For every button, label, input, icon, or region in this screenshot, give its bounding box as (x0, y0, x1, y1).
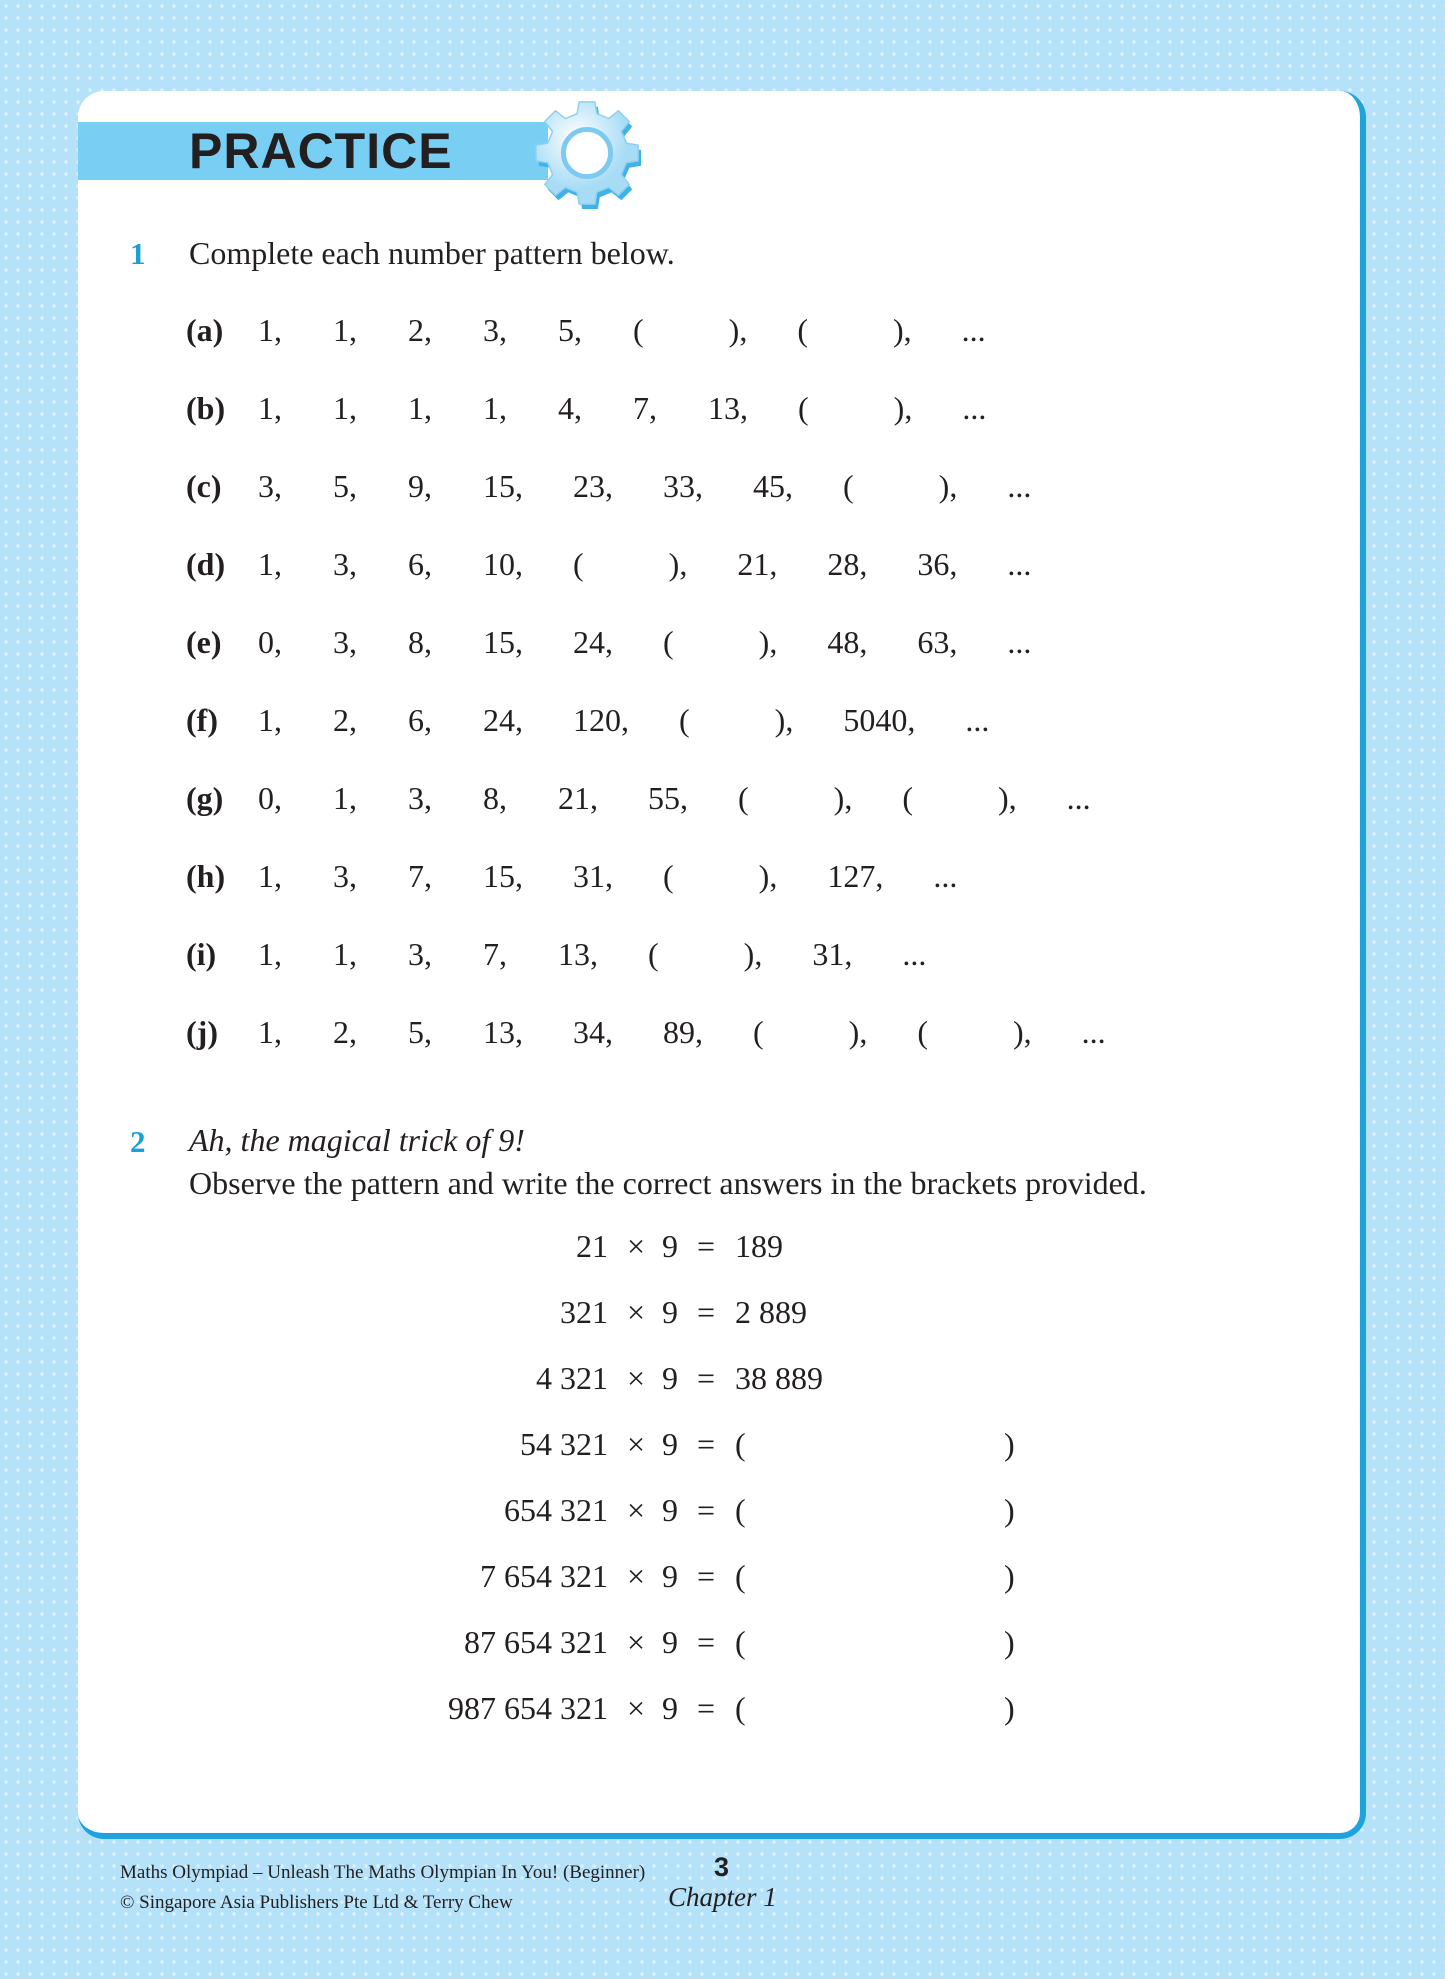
footer-copyright: © Singapore Asia Publishers Pte Ltd & Terry Chew (120, 1892, 513, 1913)
pattern-label: (g) (186, 780, 224, 816)
open-bracket: ( (648, 936, 659, 972)
answer-bracket (663, 624, 777, 661)
open-bracket: ( (738, 780, 749, 816)
open-bracket: ( (917, 1014, 928, 1050)
answer-bracket (843, 468, 957, 505)
pattern-term: 6, (408, 546, 432, 582)
pattern-term: 6, (408, 702, 432, 738)
pattern-term: 9, (408, 468, 432, 504)
equation-row (0, 1558, 1445, 1598)
answer-bracket (798, 390, 912, 427)
pattern-row (186, 702, 1040, 739)
answer-bracket (648, 936, 762, 973)
answer-bracket (917, 1014, 1031, 1051)
close-bracket: ) (1004, 1492, 1015, 1528)
close-bracket: ), (774, 702, 794, 738)
close-bracket: ), (758, 858, 778, 894)
footer-book-title: Maths Olympiad – Unleash The Maths Olympian In You! (Beginner) (120, 1862, 646, 1883)
answer-blank (928, 1014, 1013, 1051)
equals-sign: = (697, 1360, 716, 1396)
equation-row (0, 1360, 1445, 1400)
pattern-row (186, 1014, 1157, 1051)
equals-sign: = (697, 1558, 716, 1594)
open-bracket: ( (663, 624, 674, 660)
question-1-prompt: Complete each number pattern below. (189, 235, 675, 271)
close-bracket: ) (1004, 1690, 1015, 1726)
open-bracket: ( (735, 1558, 746, 1594)
pattern-label: (h) (186, 858, 226, 894)
multiplier: 9 (662, 1624, 678, 1660)
times-sign: × (627, 1228, 646, 1264)
pattern-term: 15, (483, 858, 523, 894)
pattern-term: 1, (258, 936, 282, 972)
answer-blank (854, 468, 939, 505)
times-sign: × (627, 1492, 646, 1528)
pattern-term: 3, (333, 546, 357, 582)
pattern-term: ... (1081, 1014, 1106, 1050)
close-bracket: ), (743, 936, 763, 972)
answer-bracket (663, 858, 777, 895)
times-sign: × (627, 1690, 646, 1726)
answer-blank[interactable] (755, 1690, 995, 1726)
pattern-term: 45, (753, 468, 793, 504)
pattern-term: 15, (483, 624, 523, 660)
pattern-term: 5, (408, 1014, 432, 1050)
equals-sign: = (697, 1294, 716, 1330)
open-bracket: ( (735, 1690, 746, 1726)
pattern-term: 1, (333, 390, 357, 426)
pattern-term: 24, (483, 702, 523, 738)
multiplier: 9 (662, 1690, 678, 1726)
pattern-term: 1, (408, 390, 432, 426)
pattern-term: 0, (258, 624, 282, 660)
pattern-label: (i) (186, 936, 217, 972)
pattern-term: 21, (558, 780, 598, 816)
pattern-term: ... (1007, 546, 1032, 582)
equation-result: 38 889 (735, 1360, 823, 1396)
open-bracket: ( (798, 390, 809, 426)
multiplier: 9 (662, 1294, 678, 1330)
pattern-term: 7, (633, 390, 657, 426)
question-1-number: 1 (130, 236, 146, 271)
multiplier: 9 (662, 1492, 678, 1528)
pattern-term: 15, (483, 468, 523, 504)
pattern-term: 34, (573, 1014, 613, 1050)
pattern-term: 1, (258, 858, 282, 894)
answer-blank (659, 936, 744, 973)
answer-blank (749, 780, 834, 817)
pattern-term: 2, (408, 312, 432, 348)
pattern-row (186, 858, 1008, 895)
pattern-term: 24, (573, 624, 613, 660)
answer-bracket (797, 312, 911, 349)
equation-row (0, 1690, 1445, 1730)
pattern-term: 1, (258, 546, 282, 582)
open-bracket: ( (735, 1492, 746, 1528)
question-2-title: Ah, the magical trick of 9! (189, 1122, 525, 1158)
pattern-row (186, 936, 977, 973)
answer-blank (674, 858, 759, 895)
close-bracket: ) (1004, 1558, 1015, 1594)
pattern-term: 3, (483, 312, 507, 348)
answer-blank[interactable] (755, 1624, 995, 1660)
pattern-term: 120, (573, 702, 629, 738)
question-2-prompt: Observe the pattern and write the correct answers in the brackets provided. (189, 1165, 1147, 1201)
open-bracket: ( (902, 780, 913, 816)
pattern-label: (c) (186, 468, 222, 504)
pattern-term: 13, (558, 936, 598, 972)
pattern-term: ... (902, 936, 927, 972)
pattern-term: 0, (258, 780, 282, 816)
pattern-row (186, 624, 1082, 661)
pattern-term: 55, (648, 780, 688, 816)
multiplier: 9 (662, 1558, 678, 1594)
pattern-term: ... (961, 312, 986, 348)
equation-left: 54 321 (520, 1426, 608, 1462)
pattern-term: 3, (258, 468, 282, 504)
equation-left: 321 (560, 1294, 608, 1330)
pattern-term: 13, (708, 390, 748, 426)
pattern-term: ... (1066, 780, 1091, 816)
close-bracket: ) (1004, 1624, 1015, 1660)
pattern-row (186, 468, 1082, 505)
equation-row (0, 1426, 1445, 1466)
pattern-term: 1, (258, 1014, 282, 1050)
close-bracket: ), (833, 780, 853, 816)
chapter-label: Chapter 1 (668, 1882, 777, 1912)
pattern-term: ... (962, 390, 987, 426)
open-bracket: ( (735, 1624, 746, 1660)
answer-blank (644, 312, 729, 349)
pattern-row (186, 546, 1082, 583)
open-bracket: ( (797, 312, 808, 348)
equation-row (0, 1228, 1445, 1268)
pattern-term: 5040, (843, 702, 916, 738)
pattern-term: ... (1007, 468, 1032, 504)
question-2-number: 2 (130, 1124, 146, 1159)
open-bracket: ( (633, 312, 644, 348)
answer-blank (764, 1014, 849, 1051)
equals-sign: = (697, 1228, 716, 1264)
answer-bracket (633, 312, 747, 349)
equation-left: 654 321 (504, 1492, 608, 1528)
answer-blank[interactable] (755, 1426, 995, 1462)
equals-sign: = (697, 1426, 716, 1462)
pattern-label: (j) (186, 1014, 218, 1050)
open-bracket: ( (843, 468, 854, 504)
open-bracket: ( (753, 1014, 764, 1050)
pattern-term: 2, (333, 1014, 357, 1050)
equation-result: 2 889 (735, 1294, 807, 1330)
pattern-term: 5, (333, 468, 357, 504)
equals-sign: = (697, 1624, 716, 1660)
pattern-term: 1, (258, 312, 282, 348)
close-bracket: ), (758, 624, 778, 660)
multiplier: 9 (662, 1360, 678, 1396)
pattern-term: 28, (827, 546, 868, 582)
equation-left: 87 654 321 (464, 1624, 608, 1660)
answer-blank (674, 624, 759, 661)
answer-bracket (679, 702, 793, 739)
equation-row (0, 1492, 1445, 1532)
equals-sign: = (697, 1492, 716, 1528)
close-bracket: ), (728, 312, 748, 348)
equation-row (0, 1294, 1445, 1334)
times-sign: × (627, 1360, 646, 1396)
pattern-term: 1, (333, 936, 357, 972)
pattern-term: 21, (737, 546, 778, 582)
answer-blank (584, 546, 669, 583)
close-bracket: ), (1012, 1014, 1032, 1050)
pattern-term: 1, (483, 390, 507, 426)
answer-blank (808, 312, 893, 349)
answer-bracket (738, 780, 852, 817)
pattern-term: 10, (483, 546, 523, 582)
pattern-term: 13, (483, 1014, 523, 1050)
equation-left: 7 654 321 (480, 1558, 608, 1594)
pattern-label: (f) (186, 702, 218, 738)
times-sign: × (627, 1426, 646, 1462)
multiplier: 9 (662, 1228, 678, 1264)
equation-left: 21 (576, 1228, 608, 1264)
answer-blank[interactable] (755, 1558, 995, 1594)
pattern-term: 8, (408, 624, 432, 660)
pattern-term: 3, (408, 780, 432, 816)
answer-blank (913, 780, 998, 817)
pattern-row (186, 780, 1142, 817)
pattern-term: ... (965, 702, 990, 738)
pattern-label: (a) (186, 312, 224, 348)
open-bracket: ( (679, 702, 690, 738)
close-bracket: ) (1004, 1426, 1015, 1462)
open-bracket: ( (735, 1426, 746, 1462)
times-sign: × (627, 1624, 646, 1660)
pattern-term: 3, (408, 936, 432, 972)
pattern-term: 31, (812, 936, 853, 972)
pattern-term: 127, (827, 858, 884, 894)
pattern-term: 33, (663, 468, 703, 504)
pattern-term: ... (1007, 624, 1032, 660)
close-bracket: ), (997, 780, 1017, 816)
pattern-term: 3, (333, 624, 357, 660)
pattern-row (186, 390, 1037, 427)
page-title: PRACTICE (189, 123, 453, 179)
open-bracket: ( (663, 858, 674, 894)
pattern-term: 3, (333, 858, 357, 894)
pattern-term: 48, (827, 624, 868, 660)
close-bracket: ), (848, 1014, 868, 1050)
pattern-term: 1, (258, 390, 282, 426)
equation-row (0, 1624, 1445, 1664)
times-sign: × (627, 1558, 646, 1594)
pattern-term: 1, (333, 780, 357, 816)
equals-sign: = (697, 1690, 716, 1726)
page-number: 3 (714, 1852, 730, 1882)
close-bracket: ), (938, 468, 958, 504)
answer-blank (809, 390, 894, 427)
pattern-term: 2, (333, 702, 357, 738)
answer-bracket (753, 1014, 867, 1051)
answer-blank (690, 702, 775, 739)
pattern-term: 1, (258, 702, 282, 738)
pattern-label: (b) (186, 390, 226, 426)
pattern-term: 31, (573, 858, 613, 894)
times-sign: × (627, 1294, 646, 1330)
pattern-label: (e) (186, 624, 222, 660)
pattern-term: ... (933, 858, 958, 894)
gear-icon (528, 94, 646, 212)
pattern-term: 23, (573, 468, 613, 504)
pattern-term: 36, (917, 546, 958, 582)
pattern-term: 8, (483, 780, 507, 816)
equation-left: 987 654 321 (448, 1690, 608, 1726)
multiplier: 9 (662, 1426, 678, 1462)
pattern-term: 1, (333, 312, 357, 348)
pattern-term: 63, (917, 624, 958, 660)
close-bracket: ), (893, 390, 913, 426)
pattern-term: 4, (558, 390, 582, 426)
equation-left: 4 321 (536, 1360, 608, 1396)
pattern-term: 89, (663, 1014, 703, 1050)
answer-bracket (573, 546, 687, 583)
answer-blank[interactable] (755, 1492, 995, 1528)
close-bracket: ), (668, 546, 688, 582)
close-bracket: ), (892, 312, 912, 348)
pattern-term: 7, (408, 858, 432, 894)
open-bracket: ( (573, 546, 584, 582)
pattern-term: 5, (558, 312, 582, 348)
pattern-row (186, 312, 1037, 349)
pattern-term: 7, (483, 936, 507, 972)
answer-bracket (902, 780, 1016, 817)
pattern-label: (d) (186, 546, 226, 582)
equation-result: 189 (735, 1228, 783, 1264)
